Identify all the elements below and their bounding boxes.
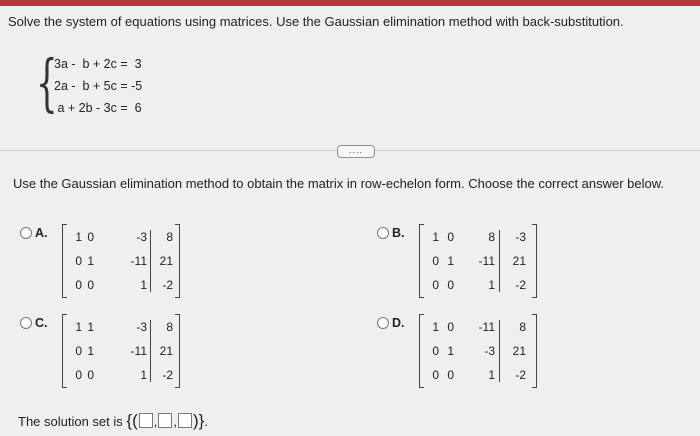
matrix-cell: 8: [519, 320, 526, 334]
matrix-cell: 0: [432, 278, 439, 292]
matrix-cell: 21: [159, 344, 173, 358]
option-a-label: A.: [35, 226, 48, 240]
option-a-matrix: [62, 224, 180, 298]
matrix-cell: 1: [447, 254, 454, 268]
solution-set: [18, 411, 208, 431]
matrix-right-bracket: [175, 224, 180, 298]
matrix-left-bracket: [419, 224, 424, 298]
matrix-cell: -3: [136, 230, 147, 244]
matrix-augment-bar: [150, 320, 151, 382]
matrix-augment-bar: [499, 320, 500, 382]
matrix-cell: -2: [515, 368, 526, 382]
matrix-cell: 21: [512, 344, 526, 358]
answer-input-c[interactable]: [178, 413, 192, 428]
matrix-augment-bar: [499, 230, 500, 292]
matrix-cell: 0: [87, 230, 94, 244]
matrix-cell: 0: [75, 278, 82, 292]
matrix-cell: 0: [447, 320, 454, 334]
option-b-matrix: [419, 224, 537, 298]
matrix-cell: -2: [162, 368, 173, 382]
matrix-cell: 0: [87, 278, 94, 292]
matrix-right-bracket: [175, 314, 180, 388]
top-bar: [0, 0, 700, 6]
instruction-text: Use the Gaussian elimination method to obtain the matrix in row-echelon form. Choose the correct answer below.: [13, 176, 665, 191]
matrix-cell: -3: [484, 344, 495, 358]
option-b-label: B.: [392, 226, 405, 240]
equation-1: 3a - b + 2c = 3: [54, 57, 142, 71]
solution-open-brace: {(: [126, 411, 138, 430]
matrix-cell: -2: [162, 278, 173, 292]
solution-period: .: [204, 414, 208, 429]
answer-input-b[interactable]: [158, 413, 172, 428]
matrix-cell: 0: [75, 368, 82, 382]
matrix-cell: 8: [488, 230, 495, 244]
matrix-cell: 1: [432, 230, 439, 244]
option-c-radio[interactable]: [20, 317, 32, 329]
solution-comma-2: ,: [173, 414, 177, 429]
matrix-cell: 0: [432, 368, 439, 382]
option-d-radio[interactable]: [377, 317, 389, 329]
matrix-cell: 0: [432, 254, 439, 268]
solution-prefix: The solution set is: [18, 414, 123, 429]
matrix-left-bracket: [62, 224, 67, 298]
matrix-cell: -11: [130, 254, 147, 268]
expand-more-button[interactable]: ....: [337, 145, 375, 158]
matrix-cell: 1: [432, 320, 439, 334]
matrix-cell: 8: [166, 230, 173, 244]
matrix-left-bracket: [62, 314, 67, 388]
matrix-augment-bar: [150, 230, 151, 292]
matrix-cell: 0: [87, 368, 94, 382]
matrix-cell: -11: [478, 320, 495, 334]
equation-3: a + 2b - 3c = 6: [54, 101, 142, 115]
matrix-cell: 1: [87, 320, 94, 334]
matrix-cell: 1: [75, 320, 82, 334]
answer-input-a[interactable]: [139, 413, 153, 428]
matrix-cell: 0: [447, 368, 454, 382]
matrix-cell: -3: [136, 320, 147, 334]
option-c-matrix: [62, 314, 180, 388]
option-d-label: D.: [392, 316, 405, 330]
option-b-radio[interactable]: [377, 227, 389, 239]
matrix-right-bracket: [532, 314, 537, 388]
matrix-cell: 1: [87, 254, 94, 268]
equation-system: [36, 46, 186, 124]
matrix-left-bracket: [419, 314, 424, 388]
matrix-cell: 1: [87, 344, 94, 358]
matrix-cell: -11: [478, 254, 495, 268]
matrix-cell: 1: [75, 230, 82, 244]
matrix-cell: 1: [447, 344, 454, 358]
matrix-cell: -2: [515, 278, 526, 292]
matrix-cell: 0: [447, 230, 454, 244]
solution-comma-1: ,: [153, 414, 158, 429]
matrix-cell: 1: [140, 368, 147, 382]
matrix-cell: 21: [159, 254, 173, 268]
matrix-cell: 0: [75, 344, 82, 358]
matrix-right-bracket: [532, 224, 537, 298]
solution-close-brace: )}: [193, 411, 205, 430]
option-d-matrix: [419, 314, 537, 388]
matrix-cell: 8: [166, 320, 173, 334]
matrix-cell: 0: [447, 278, 454, 292]
option-a-radio[interactable]: [20, 227, 32, 239]
matrix-cell: 0: [432, 344, 439, 358]
matrix-cell: 1: [488, 278, 495, 292]
matrix-cell: 0: [75, 254, 82, 268]
matrix-cell: 1: [140, 278, 147, 292]
system-brace: {: [36, 46, 58, 119]
matrix-cell: 21: [512, 254, 526, 268]
question-title: Solve the system of equations using matrices. Use the Gaussian elimination method with back-substitution.: [8, 14, 624, 29]
option-c-label: C.: [35, 316, 48, 330]
matrix-cell: -3: [515, 230, 526, 244]
matrix-cell: -11: [130, 344, 147, 358]
equation-2: 2a - b + 5c = -5: [54, 79, 143, 93]
matrix-cell: 1: [488, 368, 495, 382]
